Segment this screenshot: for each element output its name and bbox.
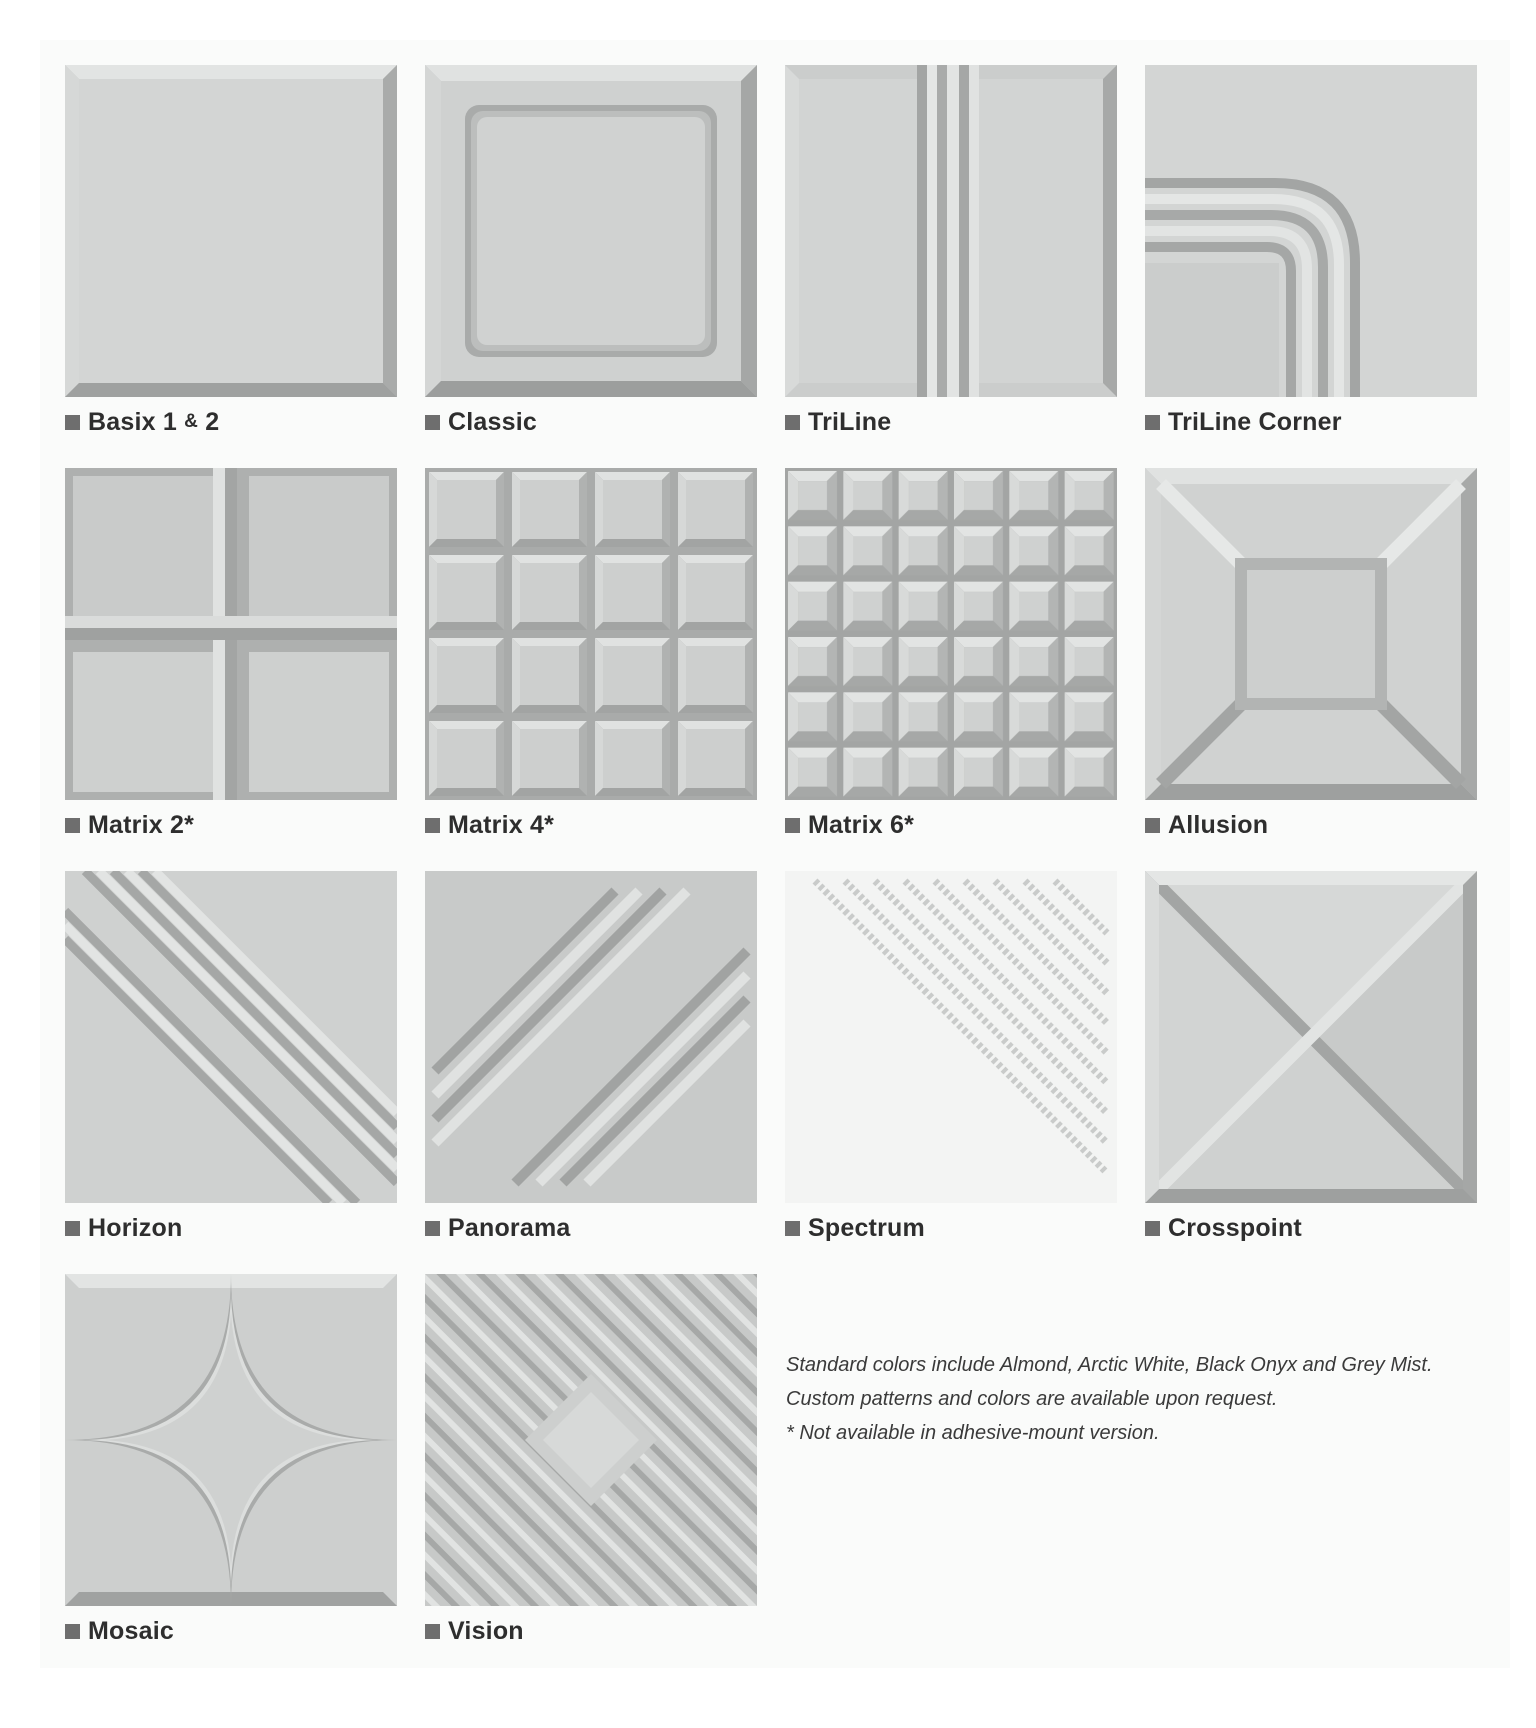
bullet-icon <box>425 415 440 430</box>
tile-label-spectrum: Spectrum <box>785 1213 1117 1243</box>
tile-card-matrix-2 <box>65 468 397 840</box>
crosspoint-pattern <box>1145 871 1477 1203</box>
matrix-6-pattern <box>785 468 1117 800</box>
tile-swatch-crosspoint <box>1145 871 1477 1203</box>
tile-swatch-basix <box>65 65 397 397</box>
bullet-icon <box>785 415 800 430</box>
tile-label-allusion: Allusion <box>1145 810 1477 840</box>
basix-pattern <box>65 65 397 397</box>
tile-label-vision: Vision <box>425 1616 757 1646</box>
mosaic-pattern <box>65 1274 397 1606</box>
notes-custom: Custom patterns and colors are available upon request. <box>786 1388 1278 1410</box>
vision-pattern <box>425 1274 757 1606</box>
bullet-icon <box>65 1221 80 1236</box>
tile-card-crosspoint <box>1145 871 1477 1243</box>
tile-swatch-mosaic <box>65 1274 397 1606</box>
tile-card-basix <box>65 65 397 437</box>
tile-swatch-classic <box>425 65 757 397</box>
tile-card-triline-corner <box>1145 65 1477 437</box>
matrix-4-pattern <box>425 468 757 800</box>
spectrum-pattern <box>785 871 1117 1203</box>
tile-card-spectrum <box>785 871 1117 1243</box>
bullet-icon <box>1145 415 1160 430</box>
tile-label-matrix-6: Matrix 6* <box>785 810 1117 840</box>
bullet-icon <box>65 415 80 430</box>
bullet-icon <box>65 818 80 833</box>
bullet-icon <box>785 818 800 833</box>
tile-label-basix: Basix 1 & 2 <box>65 407 397 437</box>
notes-block <box>786 1348 1486 1450</box>
catalog-page <box>40 40 1510 1668</box>
tile-swatch-matrix-2 <box>65 468 397 800</box>
horizon-pattern <box>65 871 397 1203</box>
tile-swatch-horizon <box>65 871 397 1203</box>
tile-label-matrix-2: Matrix 2* <box>65 810 397 840</box>
tile-card-mosaic <box>65 1274 397 1646</box>
bullet-icon <box>785 1221 800 1236</box>
tile-swatch-matrix-6 <box>785 468 1117 800</box>
bullet-icon <box>425 1624 440 1639</box>
bullet-icon <box>1145 1221 1160 1236</box>
tile-label-horizon: Horizon <box>65 1213 397 1243</box>
tile-label-classic: Classic <box>425 407 757 437</box>
tile-card-vision <box>425 1274 757 1646</box>
matrix-2-pattern <box>65 468 397 800</box>
tile-card-classic <box>425 65 757 437</box>
tile-card-matrix-4 <box>425 468 757 840</box>
tile-swatch-allusion <box>1145 468 1477 800</box>
bullet-icon <box>425 818 440 833</box>
triline-corner-pattern <box>1145 65 1477 397</box>
tile-label-triline: TriLine <box>785 407 1117 437</box>
tile-swatch-triline-corner <box>1145 65 1477 397</box>
tile-card-horizon <box>65 871 397 1243</box>
tile-swatch-matrix-4 <box>425 468 757 800</box>
tile-label-crosspoint: Crosspoint <box>1145 1213 1477 1243</box>
tile-card-triline <box>785 65 1117 437</box>
tile-label-panorama: Panorama <box>425 1213 757 1243</box>
tile-swatch-spectrum <box>785 871 1117 1203</box>
tile-label-matrix-4: Matrix 4* <box>425 810 757 840</box>
classic-pattern <box>425 65 757 397</box>
panorama-pattern <box>425 871 757 1203</box>
tile-card-matrix-6 <box>785 468 1117 840</box>
tile-swatch-triline <box>785 65 1117 397</box>
tile-card-allusion <box>1145 468 1477 840</box>
bullet-icon <box>65 1624 80 1639</box>
tile-swatch-vision <box>425 1274 757 1606</box>
notes-colors: Standard colors include Almond, Arctic White, Black Onyx and Grey Mist. <box>786 1354 1433 1376</box>
tile-card-panorama <box>425 871 757 1243</box>
allusion-pattern <box>1145 468 1477 800</box>
bullet-icon <box>425 1221 440 1236</box>
tile-swatch-panorama <box>425 871 757 1203</box>
notes-adhesive: * Not available in adhesive-mount version. <box>786 1422 1160 1444</box>
tile-label-mosaic: Mosaic <box>65 1616 397 1646</box>
triline-pattern <box>785 65 1117 397</box>
bullet-icon <box>1145 818 1160 833</box>
tile-label-triline-corner: TriLine Corner <box>1145 407 1477 437</box>
